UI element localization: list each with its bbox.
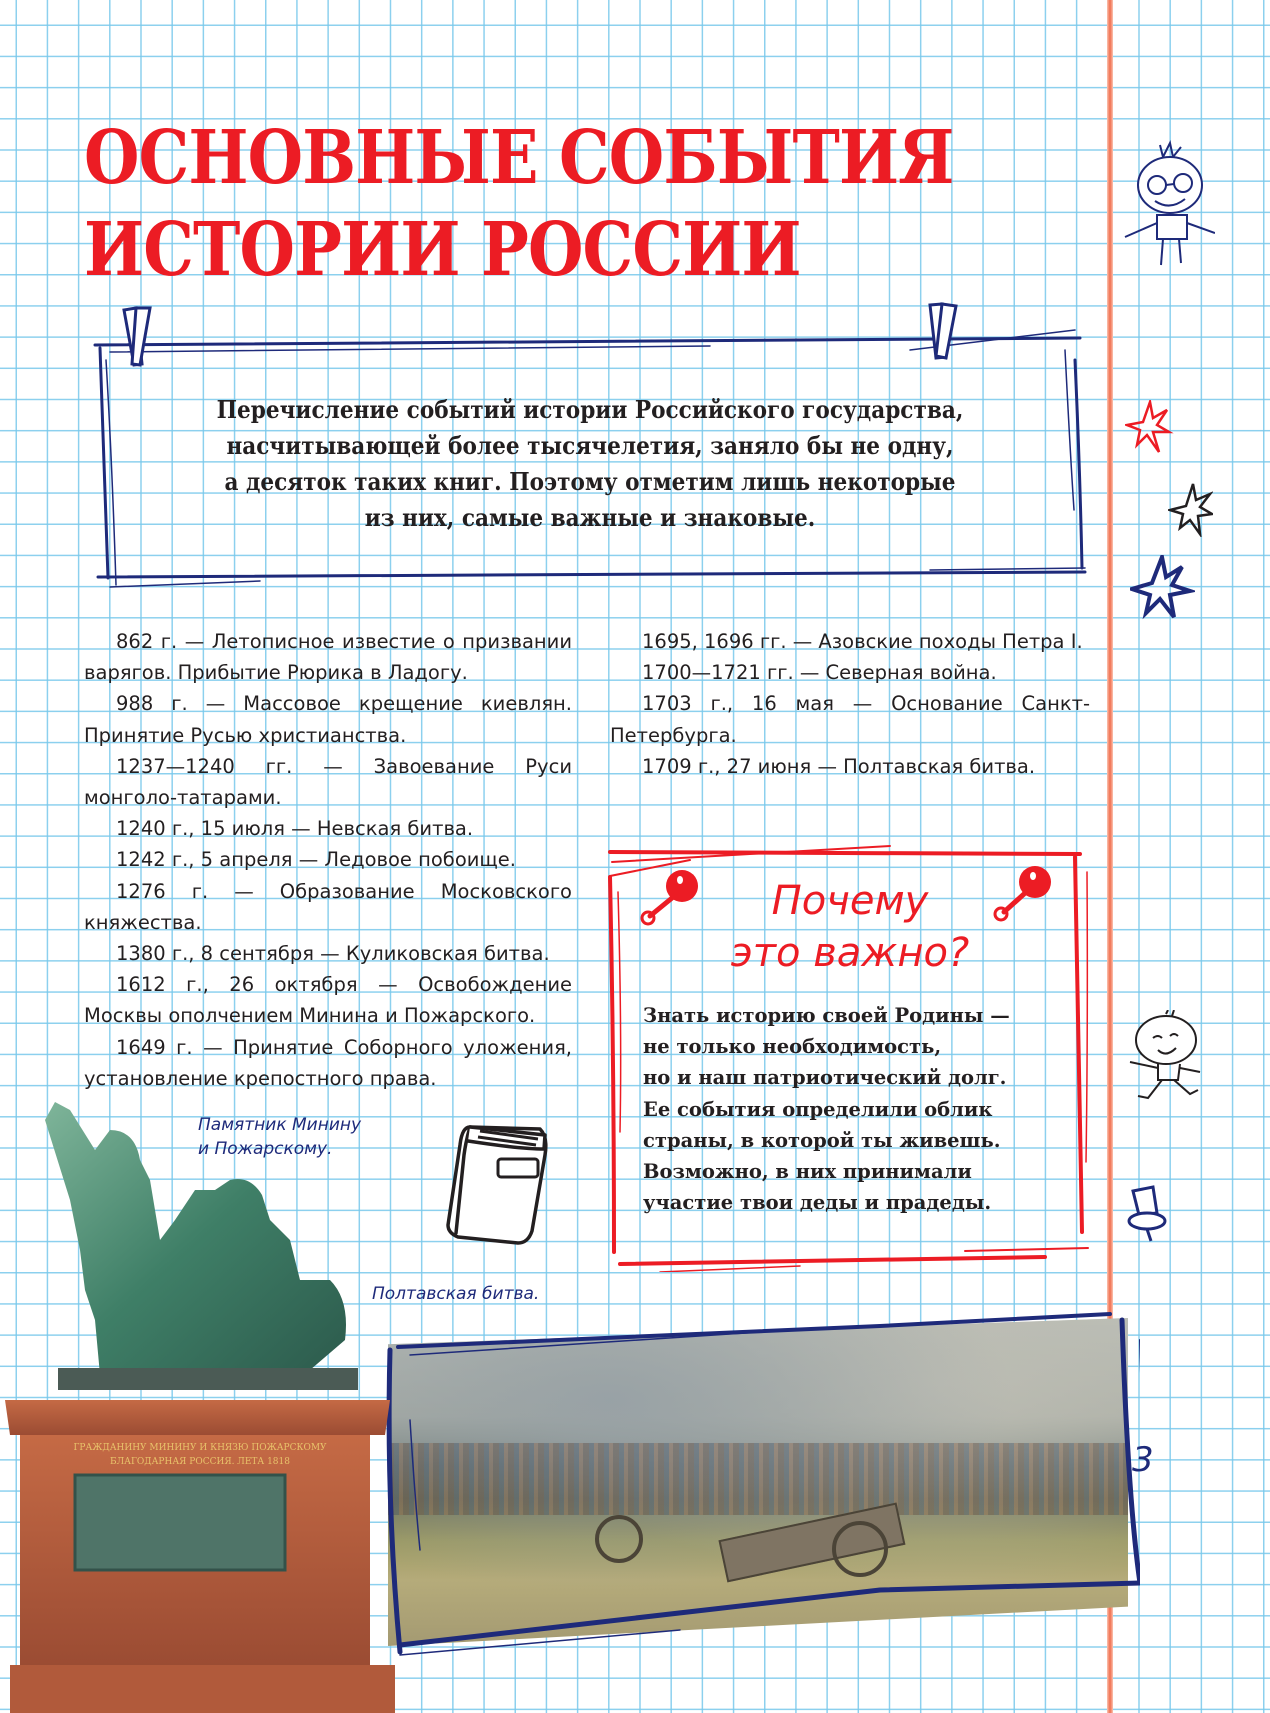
monument-minin-pozharsky-photo xyxy=(0,1090,395,1713)
red-star-doodle-icon xyxy=(1125,400,1175,455)
page-title-line-1: ОСНОВНЫЕ СОБЫТИЯ xyxy=(84,115,954,201)
poltava-caption: Полтавская битва. xyxy=(372,1284,540,1304)
event-item: 1709 г., 27 июня — Полтавская битва. xyxy=(642,754,1036,778)
event-item: 1649 г. — Принятие Соборного уложения, установление крепостного права. xyxy=(84,1035,572,1090)
page-title-line-2: ИСТОРИИ РОССИИ xyxy=(84,207,801,293)
painting-frame xyxy=(380,1300,1140,1670)
why-important-heading-line-1: Почему xyxy=(771,878,929,924)
event-item: 1237—1240 гг. — Завоевание Руси монголо-татарами. xyxy=(84,754,572,810)
black-star-doodle-icon xyxy=(1168,482,1213,537)
monument-caption-line-2: и Пожарскому. xyxy=(198,1139,333,1159)
intro-line: Перечисление событий истории Российского государства, xyxy=(216,395,964,424)
why-line: но и наш патриотический долг. xyxy=(643,1066,1007,1090)
event-item: 1703 г., 16 мая — Основание Санкт-Петербурга. xyxy=(610,692,1090,747)
event-item: 1276 г. — Образование Московского княжества. xyxy=(84,879,572,934)
page-number: 3 xyxy=(1132,1440,1154,1480)
why-line: Знать историю своей Родины — xyxy=(643,1004,1010,1027)
monument-caption-line-1: Памятник Минину xyxy=(198,1115,362,1135)
blue-star-doodle-icon xyxy=(1130,555,1195,620)
event-item: 1700—1721 гг. — Северная война. xyxy=(642,661,997,685)
boy-with-glasses-doodle-icon xyxy=(1115,135,1215,275)
intro-line: из них, самые важные и знаковые. xyxy=(364,503,816,532)
events-list-left xyxy=(84,626,572,1094)
why-line: Ее события определили облик xyxy=(643,1097,993,1121)
event-item: 862 г. — Летописное известие о призвании варягов. Прибытие Рюрика в Ладогу. xyxy=(84,630,572,685)
event-item: 988 г. — Массовое крещение киевлян. Принятие Русью христианства. xyxy=(84,692,572,747)
pushpin-blue-doodle-icon xyxy=(1125,1185,1185,1245)
why-line: Возможно, в них принимали xyxy=(643,1160,972,1184)
page-title xyxy=(84,112,954,296)
book-doodle-icon xyxy=(440,1115,555,1245)
event-item: 1240 г., 15 июля — Невская битва. xyxy=(116,817,474,841)
why-line: страны, в которой ты живешь. xyxy=(643,1128,1001,1152)
intro-line: а десяток таких книг. Поэтому отметим лишь некоторые xyxy=(224,467,956,496)
running-kid-doodle-icon xyxy=(1118,1010,1213,1100)
monument-inscription-line-2: БЛАГОДАРНАЯ РОССИЯ. ЛЕТА 1818 xyxy=(110,1457,290,1467)
why-important-heading-line-2: это важно? xyxy=(730,930,970,976)
event-item: 1380 г., 8 сентября — Куликовская битва. xyxy=(116,942,550,966)
clothespin-right-icon xyxy=(930,304,956,358)
clothespin-left-icon xyxy=(124,308,150,365)
why-important-heading xyxy=(660,875,1040,979)
monument-inscription-line-1: ГРАЖДАНИНУ МИНИНУ И КНЯЗЮ ПОЖАРСКОМУ xyxy=(73,1443,327,1453)
event-item: 1242 г., 5 апреля — Ледовое побоище. xyxy=(116,848,516,872)
events-list-right xyxy=(610,626,1090,782)
event-item: 1612 г., 26 октября — Освобождение Москвы ополчением Минина и Пожарского. xyxy=(84,973,572,1028)
event-item: 1695, 1696 гг. — Азовские походы Петра I. xyxy=(642,630,1083,653)
intro-paragraph xyxy=(185,392,995,536)
why-line: участие твои деды и прадеды. xyxy=(643,1191,992,1215)
intro-line: насчитывающей более тысячелетия, заняло бы не одну, xyxy=(226,431,954,460)
why-line: не только необходимость, xyxy=(643,1035,942,1059)
why-important-text xyxy=(643,1000,1063,1218)
